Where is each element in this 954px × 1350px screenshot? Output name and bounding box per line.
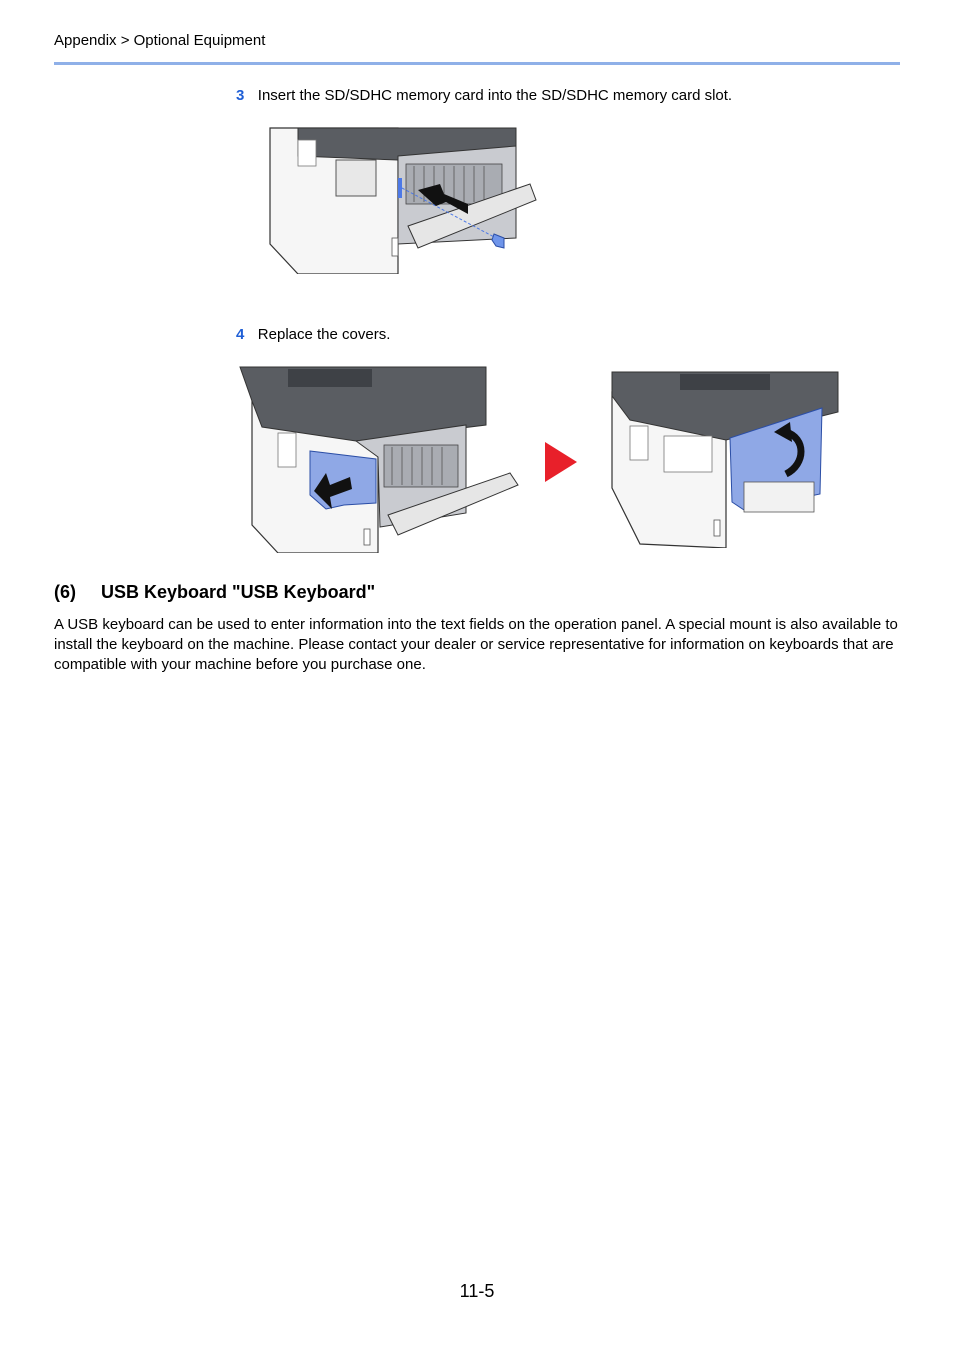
sd-card-insert-illustration: [268, 126, 538, 274]
section-body: A USB keyboard can be used to enter information into the text fields on the operation panel. A special mount is also available to install the keyboard on the machine. Please contact your dealer or service representative for information on keyboards that are compatible with your machine before you purchase one.: [54, 616, 898, 673]
step-3-text: Insert the SD/SDHC memory card into the SD/SDHC memory card slot.: [257, 87, 733, 104]
step-4-text: Replace the covers.: [257, 326, 391, 343]
replace-cover-illustration-after: [610, 370, 842, 548]
section-heading: [54, 581, 375, 603]
replace-cover-illustration-before: [238, 365, 520, 553]
step-4-number: 4: [236, 326, 245, 343]
section-title: USB Keyboard "USB Keyboard": [101, 582, 376, 602]
header-divider: [54, 62, 900, 65]
page-number: 11-5: [459, 1281, 495, 1301]
section-number: (6): [54, 582, 76, 602]
step-4: [236, 326, 390, 344]
next-step-arrow-icon: [543, 442, 579, 482]
step-3: [236, 87, 732, 105]
step-3-number: 3: [236, 87, 245, 104]
breadcrumb: Appendix > Optional Equipment: [54, 32, 266, 49]
